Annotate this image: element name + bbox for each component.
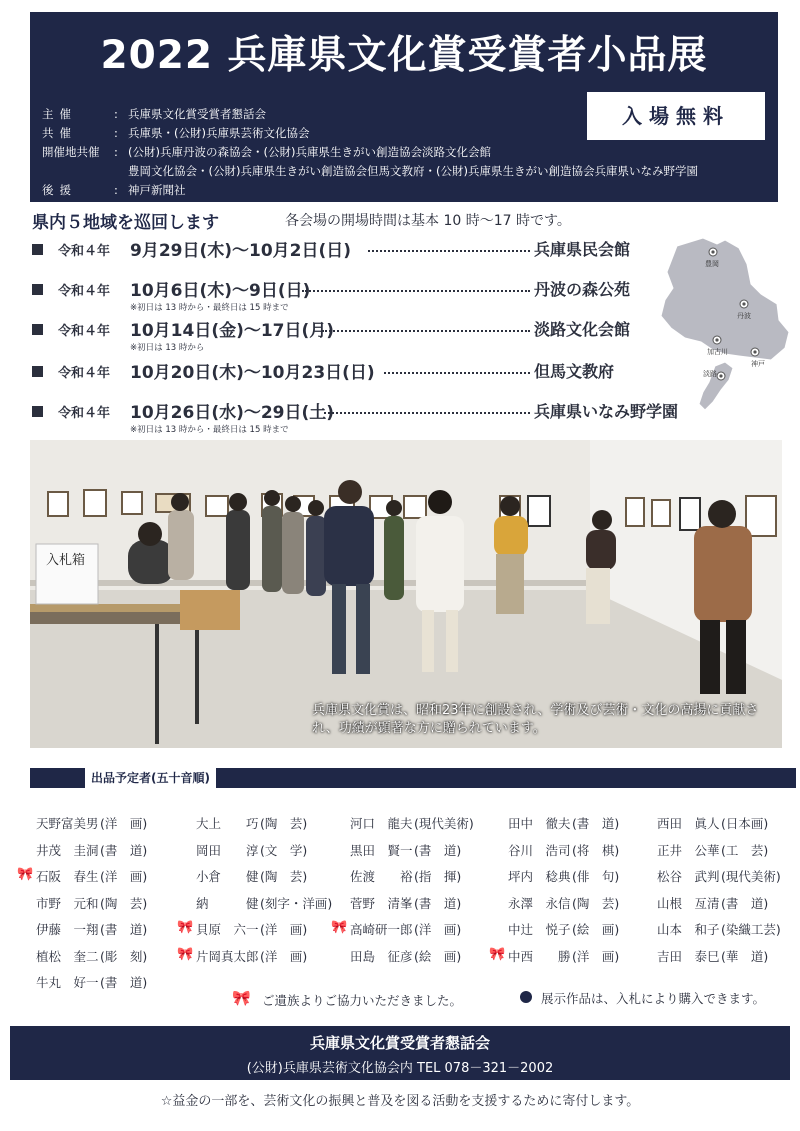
page-title: 2022 兵庫県文化賞受賞者小品展 bbox=[100, 33, 708, 78]
exhibitor-name: 中辻 悦子 bbox=[508, 922, 571, 937]
schedule-row bbox=[32, 318, 672, 342]
schedule-venue: 丹波の森公苑 bbox=[534, 280, 631, 299]
hyogo-map bbox=[655, 236, 795, 416]
exhibitor-entry bbox=[196, 867, 307, 885]
exhibitor-field: (現代美術) bbox=[721, 869, 781, 884]
exhibitor-name: 天野富美男 bbox=[36, 816, 99, 831]
exhibitor-name: 岡田 淳 bbox=[196, 842, 259, 858]
exhibitor-name: 黒田 賢一 bbox=[350, 842, 413, 858]
leader-dots bbox=[368, 250, 530, 252]
square-bullet-icon bbox=[32, 406, 43, 417]
map-label: 淡路 bbox=[703, 370, 717, 378]
exhibitor-entry bbox=[508, 894, 619, 912]
exhibitor-name: 山本 和子 bbox=[657, 922, 720, 937]
schedule-era: 令和４年 bbox=[58, 284, 111, 299]
sponsor-row: 後援 : 神戸新聞社 bbox=[42, 183, 186, 197]
schedule-row bbox=[32, 278, 672, 302]
exhibitor-field: (洋 画) bbox=[260, 948, 308, 964]
hours-note: 各会場の開場時間は基本 10 時～17 時です。 bbox=[285, 213, 571, 229]
photo-caption: 兵庫県文化賞は、昭和23年に創設され、学術及び芸術・文化の高揚に貢献され、功績が顕著な方に贈られています。 bbox=[312, 703, 759, 736]
exhibitor-field: (俳 句) bbox=[572, 869, 620, 884]
exhibitor-name: 永澤 永信 bbox=[508, 895, 571, 911]
exhibitor-entry bbox=[36, 920, 147, 938]
schedule-dates: 10月20日(木)～10月23日(日) bbox=[130, 363, 375, 383]
exhibitor-name: 石阪 春生 bbox=[36, 869, 99, 884]
exhibitor-field: (工 芸) bbox=[721, 842, 769, 858]
exhibitor-entry bbox=[657, 867, 781, 885]
exhibitor-entry bbox=[36, 814, 147, 832]
exhibitor-entry bbox=[196, 814, 307, 832]
exhibitor-field: (陶 芸) bbox=[100, 895, 148, 911]
exhibitor-name: 高崎研一郎 bbox=[350, 922, 413, 937]
exhibitor-field: (書 道) bbox=[414, 895, 462, 911]
exhibitor-name: 納 健 bbox=[196, 895, 259, 911]
sponsor-text: 豊岡文化協会・(公財)兵庫県生きがい創造協会但馬文教府・(公財)兵庫県生きがい創造協会兵庫県いなみ野学園 bbox=[128, 164, 698, 178]
exhibitor-entry bbox=[36, 894, 147, 912]
map-label: 神戸 bbox=[751, 360, 765, 368]
exhibitor-entry bbox=[196, 841, 307, 859]
exhibitor-field: (文 学) bbox=[260, 842, 308, 858]
exhibitor-name: 市野 元和 bbox=[36, 895, 99, 911]
footer-org: 兵庫県文化賞受賞者懇話会 bbox=[309, 1034, 490, 1052]
footer-address: (公財)兵庫県芸術文化協会内 TEL 078－321－2002 bbox=[246, 1061, 554, 1076]
map-label: 丹波 bbox=[737, 312, 751, 320]
sponsor-text: 兵庫県文化賞受賞者懇話会 bbox=[128, 107, 266, 121]
schedule-era: 令和４年 bbox=[58, 324, 111, 339]
mourning-ribbon-icon: 🎀 bbox=[489, 946, 506, 962]
mourning-ribbon-icon: 🎀 bbox=[331, 920, 348, 935]
exhibitor-name: 大上 巧 bbox=[196, 816, 259, 831]
schedule-dates: 10月26日(水)～29日(土) bbox=[130, 403, 335, 423]
schedule-row bbox=[32, 400, 679, 424]
exhibitor-field: (絵 画) bbox=[572, 922, 620, 937]
exhibitor-entry bbox=[657, 894, 768, 912]
exhibitor-entry bbox=[508, 920, 619, 938]
sponsor-label: 開催地共催 bbox=[42, 145, 100, 159]
exhibitor-entry bbox=[489, 946, 620, 965]
exhibitor-name: 河口 龍夫 bbox=[350, 816, 413, 831]
legend-ribbon-text: ご遺族よりご協力いただきました。 bbox=[262, 993, 463, 1008]
map-label: 豊岡 bbox=[705, 260, 719, 268]
exhibitor-entry bbox=[508, 867, 619, 885]
exhibitor-field: (指 揮) bbox=[414, 869, 462, 884]
schedule-dates: 9月29日(木)～10月2日(日) bbox=[130, 241, 352, 261]
sponsor-label: 後援 bbox=[42, 183, 77, 197]
exhibitor-entry bbox=[657, 920, 781, 938]
leader-dots bbox=[324, 412, 530, 414]
schedule-dates: 10月6日(木)～9日(日) bbox=[130, 281, 311, 301]
exhibitor-entry bbox=[350, 894, 461, 912]
exhibitor-name: 坪内 稔典 bbox=[508, 869, 571, 884]
exhibitor-field: (華 道) bbox=[721, 948, 769, 964]
schedule-row bbox=[32, 360, 672, 384]
schedule-dates: 10月14日(金)～17日(月) bbox=[130, 321, 335, 341]
exhibition-photo bbox=[30, 440, 782, 748]
mourning-ribbon-icon: 🎀 bbox=[177, 946, 194, 962]
exhibitor-name: 小倉 健 bbox=[196, 869, 259, 884]
exhibitor-name: 片岡真太郎 bbox=[196, 948, 259, 964]
exhibitor-field: (洋 画) bbox=[414, 922, 462, 937]
exhibitor-field: (書 道) bbox=[572, 816, 620, 831]
square-bullet-icon bbox=[32, 284, 43, 295]
exhibitor-entry bbox=[508, 841, 619, 859]
exhibitor-name: 植松 奎二 bbox=[36, 948, 99, 964]
bid-box-label: 入札箱 bbox=[46, 553, 86, 568]
exhibitor-entry bbox=[36, 841, 147, 859]
exhibitor-name: 正井 公華 bbox=[657, 842, 720, 858]
exhibitor-entry bbox=[350, 841, 461, 859]
exhibitor-name: 吉田 泰巳 bbox=[657, 948, 720, 964]
exhibitor-field: (書 道) bbox=[100, 975, 148, 990]
exhibitor-field: (陶 芸) bbox=[260, 869, 308, 884]
exhibitor-entry bbox=[350, 814, 474, 832]
exhibitor-entry bbox=[177, 946, 308, 965]
schedule-era: 令和４年 bbox=[58, 244, 111, 259]
exhibitor-name: 西田 眞人 bbox=[657, 816, 720, 831]
exhibitor-field: (刻字・洋画) bbox=[260, 895, 333, 911]
exhibitor-entry bbox=[657, 947, 768, 965]
schedule-note: ※初日は 13 時から・最終日は 15 時まで bbox=[130, 425, 289, 435]
square-bullet-icon bbox=[32, 244, 43, 255]
sponsor-label: 共催 bbox=[42, 126, 77, 140]
exhibitors-heading: 出品予定者(五十音順) bbox=[85, 767, 216, 788]
exhibitor-field: (陶 芸) bbox=[260, 816, 308, 831]
exhibitor-name: 佐渡 裕 bbox=[350, 869, 413, 884]
exhibitor-field: (書 道) bbox=[100, 922, 148, 937]
donation-note: ☆益金の一部を、芸術文化の振興と普及を図る活動を支援するために寄付します。 bbox=[160, 1094, 640, 1109]
mourning-ribbon-icon: 🎀 bbox=[17, 867, 34, 882]
schedule-note: ※初日は 13 時から bbox=[130, 343, 205, 353]
sponsor-row: 開催地共催 : (公財)兵庫丹波の森協会・(公財)兵庫県生きがい創造協会淡路文化会館 bbox=[42, 145, 491, 159]
schedule-venue: 但馬文教府 bbox=[534, 362, 615, 381]
exhibitor-name: 中西 勝 bbox=[508, 948, 571, 964]
sponsor-row bbox=[128, 163, 698, 179]
tour-heading: 県内５地域を巡回します bbox=[32, 213, 219, 233]
exhibitor-field: (将 棋) bbox=[572, 842, 620, 858]
exhibitor-field: (現代美術) bbox=[414, 816, 474, 831]
exhibitor-entry bbox=[657, 814, 768, 832]
exhibitor-field: (日本画) bbox=[721, 816, 769, 831]
exhibitor-entry bbox=[177, 920, 308, 938]
exhibitor-entry bbox=[36, 947, 147, 965]
leader-dots bbox=[302, 290, 530, 292]
sponsor-text: 神戸新聞社 bbox=[128, 183, 186, 197]
mourning-ribbon-icon: 🎀 bbox=[232, 989, 251, 1007]
exhibitor-field: (絵 画) bbox=[414, 948, 462, 964]
footer-banner bbox=[10, 1026, 790, 1080]
exhibitor-entry bbox=[196, 894, 332, 912]
schedule-era: 令和４年 bbox=[58, 406, 111, 421]
legend-dot-text: 展示作品は、入札により購入できます。 bbox=[541, 991, 766, 1006]
sponsor-label: 主催 bbox=[42, 107, 77, 121]
schedule-era: 令和４年 bbox=[58, 366, 111, 381]
exhibitor-entry bbox=[331, 920, 462, 938]
square-bullet-icon bbox=[32, 324, 43, 335]
exhibitor-name: 田島 征彦 bbox=[350, 948, 413, 964]
exhibitor-field: (洋 画) bbox=[572, 948, 620, 964]
exhibitor-entry bbox=[657, 841, 768, 859]
exhibitor-field: (陶 芸) bbox=[572, 895, 620, 911]
exhibitor-name: 牛丸 好一 bbox=[36, 975, 99, 990]
exhibitor-name: 田中 徹夫 bbox=[508, 816, 571, 831]
exhibitor-field: (洋 画) bbox=[260, 922, 308, 937]
map-label: 加古川 bbox=[707, 348, 728, 356]
mainland-shape bbox=[661, 238, 789, 360]
exhibitor-field: (彫 刻) bbox=[100, 948, 148, 964]
exhibitor-name: 伊藤 一翔 bbox=[36, 922, 99, 937]
exhibitor-entry bbox=[508, 814, 619, 832]
leader-dots bbox=[384, 372, 530, 374]
sponsor-text: 兵庫県・(公財)兵庫県芸術文化協会 bbox=[128, 126, 310, 140]
exhibitor-field: (書 道) bbox=[414, 842, 462, 858]
sponsor-row: 主催 : 兵庫県文化賞受賞者懇話会 bbox=[42, 107, 266, 121]
sponsor-row: 共催 : 兵庫県・(公財)兵庫県芸術文化協会 bbox=[42, 126, 310, 140]
sponsor-text: (公財)兵庫丹波の森協会・(公財)兵庫県生きがい創造協会淡路文化会館 bbox=[128, 145, 491, 159]
leader-dots bbox=[322, 330, 530, 332]
exhibitor-field: (洋 画) bbox=[100, 869, 148, 884]
exhibitor-entry bbox=[350, 867, 461, 885]
exhibitor-entry bbox=[36, 973, 147, 991]
schedule-note: ※初日は 13 時から・最終日は 15 時まで bbox=[130, 303, 289, 313]
exhibitor-name: 松谷 武判 bbox=[657, 869, 720, 884]
square-bullet-icon bbox=[32, 366, 43, 377]
exhibitor-name: 菅野 清峯 bbox=[350, 895, 413, 911]
exhibitor-name: 谷川 浩司 bbox=[508, 842, 571, 858]
schedule-venue: 兵庫県いなみ野学園 bbox=[534, 402, 679, 421]
admission-badge: 入場無料 bbox=[587, 92, 765, 140]
header-banner bbox=[30, 12, 778, 202]
schedule-venue: 兵庫県民会館 bbox=[534, 240, 631, 259]
exhibitor-name: 山根 亙清 bbox=[657, 895, 720, 911]
exhibitor-field: (書 道) bbox=[721, 895, 769, 911]
bullet-dot-icon bbox=[520, 991, 532, 1003]
exhibitor-entry bbox=[17, 867, 148, 885]
exhibitors-heading-bar bbox=[30, 768, 796, 788]
exhibitor-field: (書 道) bbox=[100, 842, 148, 858]
exhibitor-field: (染織工芸) bbox=[721, 922, 781, 937]
exhibitor-field: (洋 画) bbox=[100, 816, 148, 831]
exhibitor-name: 貝原 六一 bbox=[196, 922, 259, 937]
schedule-row bbox=[32, 238, 672, 262]
exhibitor-name: 井茂 圭洞 bbox=[36, 842, 99, 858]
exhibitor-entry bbox=[350, 947, 461, 965]
schedule-venue: 淡路文化会館 bbox=[534, 320, 631, 339]
mourning-ribbon-icon: 🎀 bbox=[177, 920, 194, 935]
